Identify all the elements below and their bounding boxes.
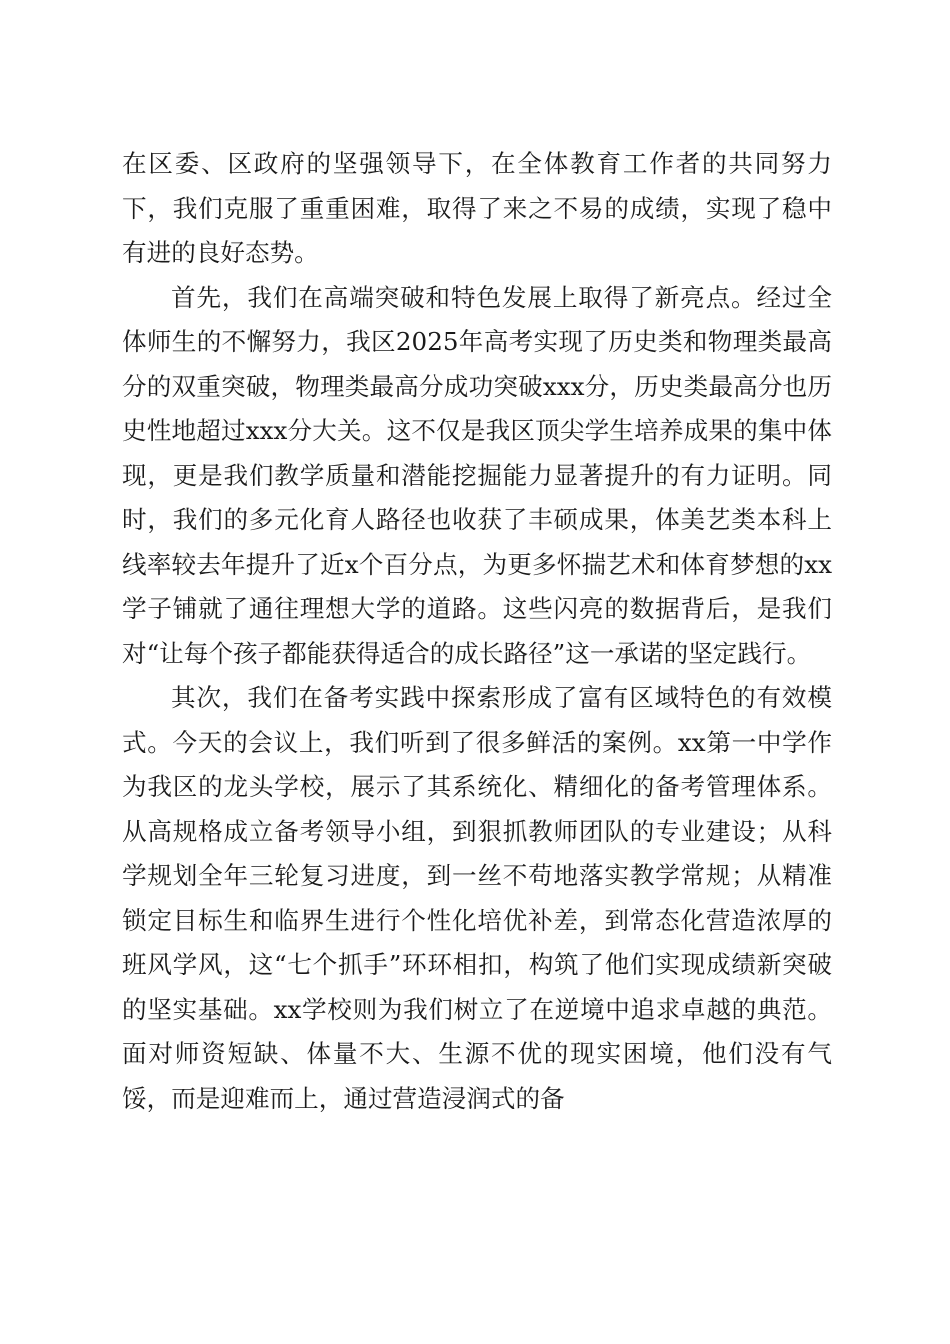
document-body bbox=[122, 142, 832, 1121]
paragraph-continuation: 在区委、区政府的坚强领导下，在全体教育工作者的共同努力下，我们克服了重重困难，取得了来之不易的成绩，实现了稳中有进的良好态势。 bbox=[122, 149, 832, 267]
paragraph-highlights: 首先，我们在高端突破和特色发展上取得了新亮点。经过全体师生的不懈努力，我区2025年高考实现了历史类和物理类最高分的双重突破，物理类最高分成功突破xxx分，历史类最高分也历史性地超过xxx分大关。这不仅是我区顶尖学生培养成果的集中体现，更是我们教学质量和潜能挖掘能力显著提升的有力证明。同时，我们的多元化育人路径也收获了丰硕成果，体美艺类本科上线率较去年提升了近x个百分点，为更多怀揣艺术和体育梦想的xx学子铺就了通往理想大学的道路。这些闪亮的数据背后，是我们对“让每个孩子都能获得适合的成长路径”这一承诺的坚定践行。 bbox=[122, 282, 832, 668]
paragraph-practice-model: 其次，我们在备考实践中探索形成了富有区域特色的有效模式。今天的会议上，我们听到了很多鲜活的案例。xx第一中学作为我区的龙头学校，展示了其系统化、精细化的备考管理体系。从高规格成立备考领导小组，到狠抓教师团队的专业建设；从科学规划全年三轮复习进度，到一丝不苟地落实教学常规；从精准锁定目标生和临界生进行个性化培优补差，到常态化营造浓厚的班风学风，这“七个抓手”环环相扣，构筑了他们实现成绩新突破的坚实基础。xx学校则为我们树立了在逆境中追求卓越的典范。面对师资短缺、体量不大、生源不优的现实困境，他们没有气馁，而是迎难而上，通过营造浸润式的备 bbox=[122, 683, 832, 1113]
